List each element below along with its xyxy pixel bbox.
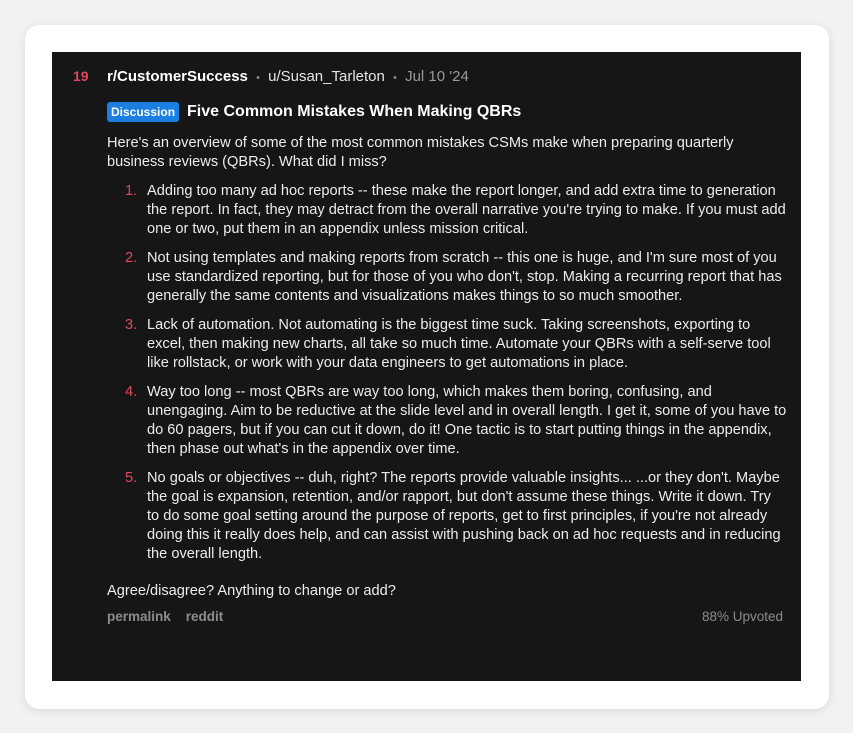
list-item-text: Adding too many ad hoc reports -- these make the report longer, and add extra time to generation the report. In fact, they may detract from the overall narrative you're trying to make. If you must add one or two, put them in an appendix unless mission critical. xyxy=(147,183,786,237)
post-footer xyxy=(107,609,783,624)
post-outro: Agree/disagree? Anything to change or add? xyxy=(107,583,396,599)
subreddit-link[interactable]: r/CustomerSuccess xyxy=(107,68,248,85)
reddit-post xyxy=(52,52,801,681)
list-item xyxy=(107,249,787,306)
flair-badge: Discussion xyxy=(107,102,179,122)
reddit-link[interactable]: reddit xyxy=(185,609,224,624)
post-meta xyxy=(107,68,787,87)
list-item xyxy=(107,316,787,373)
post-title[interactable]: Five Common Mistakes When Making QBRs xyxy=(187,103,522,120)
list-item xyxy=(107,383,787,459)
mistakes-list xyxy=(107,182,787,564)
vote-score: 19 xyxy=(73,68,89,84)
separator-dot: • xyxy=(256,72,260,84)
list-item xyxy=(107,469,787,564)
permalink-link[interactable]: permalink xyxy=(107,609,171,624)
list-item-number: 4. xyxy=(125,384,138,400)
separator-dot: • xyxy=(393,72,397,84)
upvote-percentage: 88% Upvoted xyxy=(701,609,783,624)
post-intro: Here's an overview of some of the most common mistakes CSMs make when preparing quarterly business reviews (QBRs). What did I miss? xyxy=(107,135,734,170)
list-item-number: 2. xyxy=(125,250,138,266)
post-content xyxy=(107,68,787,624)
title-row xyxy=(107,102,787,122)
list-item-number: 3. xyxy=(125,317,138,333)
post-date: Jul 10 '24 xyxy=(405,68,469,85)
list-item xyxy=(107,182,787,239)
list-item-text: Lack of automation. Not automating is the biggest time suck. Taking screenshots, exporting to excel, then making new charts, all take so much time. Automate your QBRs with a self-serve tool like rollstack, or work with your data engineers to get automations in place. xyxy=(147,317,771,371)
list-item-text: No goals or objectives -- duh, right? The reports provide valuable insights... ...or they don't. Maybe the goal is expansion, retention, and/or rapport, but don't assume these things. Write it down. Try to do some goal setting around the purpose of reports, get to first principles, if you're not already doing this it really does help, and can assist with pushing back on ad hoc requests and in reducing the overall length. xyxy=(147,470,781,562)
list-item-text: Way too long -- most QBRs are way too long, which makes them boring, confusing, and unengaging. Aim to be reductive at the slide level and in overall length. I get it, some of you have to do 60 pagers, but if you can cut it down, do it! One tactic is to start putting things in the appendix, then phase out what's in the appendix over time. xyxy=(147,384,787,457)
author-link[interactable]: u/Susan_Tarleton xyxy=(268,68,385,85)
list-item-text: Not using templates and making reports from scratch -- this one is huge, and I'm sure most of you use standardized reporting, but for those of you who don't, stop. Making a recurring report that has generally the same contents and visualizations makes things to so much smoother. xyxy=(147,250,782,304)
list-item-number: 5. xyxy=(125,470,138,486)
list-item-number: 1. xyxy=(125,183,138,199)
